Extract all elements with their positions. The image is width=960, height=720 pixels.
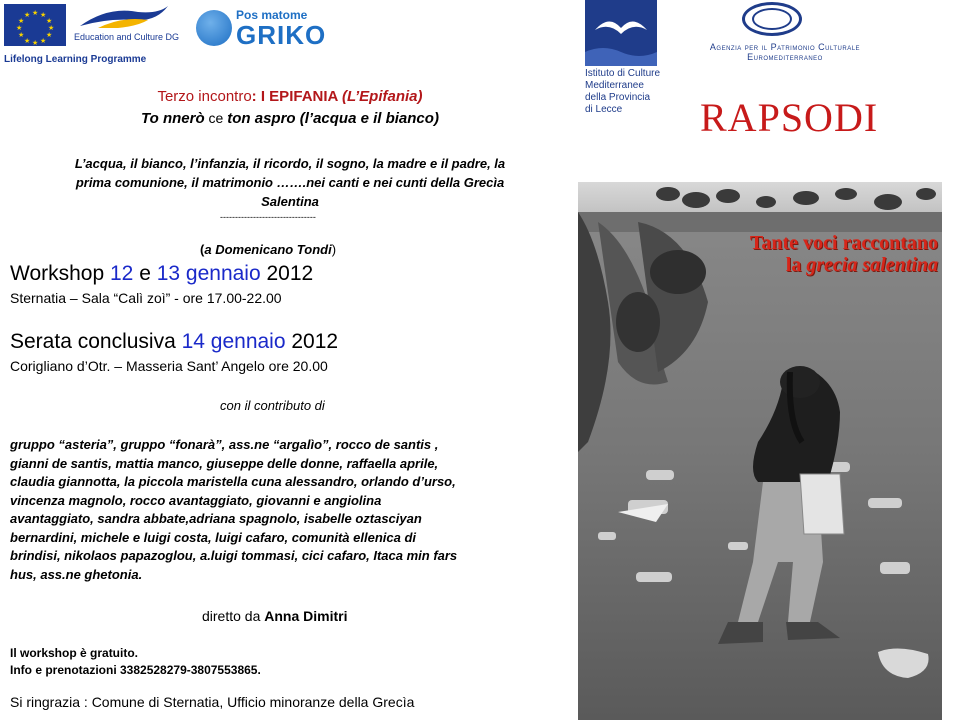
contributors-line: gruppo “asteria”, gruppo “fonarà”, ass.ne “argalìo”, rocco de santis , — [10, 437, 439, 452]
workshop-day-12: 12 — [110, 262, 134, 285]
agency-line-1: Agenzia per il Patrimonio Culturale — [709, 42, 861, 52]
director-name: Anna Dimitri — [264, 608, 348, 624]
agency-label — [680, 42, 890, 62]
serata-date: 14 gennaio — [181, 330, 286, 353]
meeting-header — [10, 88, 570, 105]
meeting-colon: : — [251, 88, 261, 105]
tagline-grecia: grecia salentina — [806, 254, 938, 276]
griko-big-label: GRIKO — [236, 20, 327, 50]
meeting-name: I EPIFANIA — [260, 88, 342, 105]
eu-lifelong-learning-logo — [2, 2, 178, 68]
subtitle-ce: ce — [204, 110, 228, 126]
ring-inner-icon — [752, 8, 792, 30]
thanks-line: Si ringrazia : Comune di Sternatia, Ufficio minoranze della Grecìa — [10, 694, 415, 710]
divider: -------------------------------- — [220, 212, 316, 222]
workshop-and: e — [133, 262, 157, 285]
author-paren-close: ) — [331, 242, 337, 257]
direction-credit — [202, 608, 348, 624]
girl-in-field-photo — [578, 182, 942, 720]
contributors-line: claudia giannotta, la piccola maristella cuna alessandro, orlando d’urso, — [10, 474, 456, 489]
workshop-year: 2012 — [260, 262, 314, 285]
seagull-icon — [585, 0, 657, 66]
workshop-heading — [10, 262, 313, 286]
page-title: RAPSODI — [700, 95, 879, 140]
meeting-subtitle — [10, 110, 570, 127]
lecce-institute-text — [585, 68, 660, 116]
contributors-line: hus, ass.ne ghetonia. — [10, 566, 143, 582]
author-paren-open: ( — [200, 242, 205, 257]
info-block — [10, 645, 261, 679]
tagline-line-1: Tante voci raccontano — [749, 232, 938, 254]
subtitle-italian: ton aspro (l’acqua e il bianco) — [227, 110, 439, 127]
lecce-institute-logo — [585, 0, 695, 125]
author-name: Domenicano Tondi — [215, 242, 332, 257]
agency-line-2: Euromediterraneo — [747, 52, 823, 62]
serata-heading — [10, 330, 338, 354]
subtitle-greek: To nnerò — [141, 110, 205, 127]
info-free: Il workshop è gratuito. — [10, 646, 139, 660]
griko-small-label: Pos matome — [236, 8, 308, 22]
description — [10, 154, 570, 211]
contributo-label: con il contributo di — [220, 398, 325, 413]
lecce-line: della Provincia — [585, 92, 651, 103]
contributors-line: bernardini, michele e luigi costa, luigi cafaro, comunità ellenica di — [10, 529, 416, 545]
author-a: a — [204, 242, 216, 257]
author-credit — [200, 242, 336, 257]
eu-programme-label: Lifelong Learning Programme — [4, 54, 147, 65]
direction-label: diretto da — [202, 608, 265, 624]
education-bird-icon — [78, 4, 170, 32]
contributors-line: gianni de santis, mattia manco, giuseppe delle donne, raffaella aprile, — [10, 455, 439, 471]
photo-tagline — [668, 232, 938, 276]
agency-logo — [680, 0, 890, 64]
lecce-line: Mediterranee — [585, 80, 644, 91]
eu-dg-label: Education and Culture DG — [74, 32, 180, 42]
meeting-label: Terzo incontro — [157, 88, 252, 105]
serata-year: 2012 — [285, 330, 339, 353]
meeting-name-italic: (L’Epifania) — [341, 88, 423, 105]
lecce-line: di Lecce — [585, 104, 623, 115]
tagline-line-2 — [668, 254, 938, 276]
griko-logo — [196, 8, 336, 52]
workshop-label: Workshop — [10, 262, 110, 285]
serata-location: Corigliano d’Otr. – Masseria Sant’ Angelo ore 20.00 — [10, 358, 328, 374]
contributors-line: brindisi, nikolaos papazoglou, a.luigi tommasi, cici cafaro, Itaca min fars — [10, 548, 458, 563]
info-contacts: Info e prenotazioni 3382528279-3807553865. — [10, 663, 261, 677]
description-line: prima comunione, il matrimonio …….nei canti e nei cunti della Grecìa — [75, 175, 505, 190]
workshop-day-13: 13 gennaio — [156, 262, 261, 285]
description-line: Salentina — [261, 194, 319, 209]
serata-label: Serata conclusiva — [10, 330, 182, 353]
description-line: L’acqua, il bianco, l’infanzia, il ricordo, il sogno, la madre e il padre, la — [74, 156, 506, 171]
contributors-line: vincenza magnolo, rocco avantaggiato, giovanni e angiolina — [10, 492, 382, 508]
globe-icon — [196, 10, 232, 46]
eu-flag-icon: ★ ★ ★ ★ ★ ★ ★ ★ ★ ★ ★ ★ — [4, 4, 66, 46]
workshop-location: Sternatia – Sala “Calì zoì” - ore 17.00-22.00 — [10, 290, 282, 306]
contributors-list — [10, 436, 566, 584]
contributors-line: avantaggiato, sandra abbate,adriana spagnolo, isabelle oztasciyan — [10, 511, 422, 526]
lecce-line: Istituto di Culture — [585, 68, 661, 79]
tagline-la: la — [785, 254, 807, 276]
